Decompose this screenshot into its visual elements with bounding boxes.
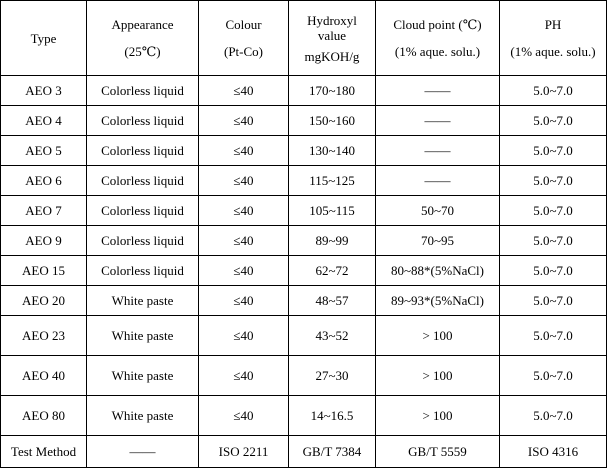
cell-type: AEO 23 — [1, 316, 87, 356]
header-ph — [500, 1, 607, 76]
cell-hydroxyl: 170~180 — [289, 76, 376, 106]
cell-cloud-point: —— — [376, 166, 500, 196]
header-type — [1, 1, 87, 76]
cell-hydroxyl: 115~125 — [289, 166, 376, 196]
cell-type: AEO 5 — [1, 136, 87, 166]
header-hydroxyl-line2: value — [317, 27, 347, 43]
cell-colour: ≤40 — [199, 226, 289, 256]
cell-hydroxyl: 27~30 — [289, 356, 376, 396]
cell-colour: ≤40 — [199, 166, 289, 196]
cell-appearance: White paste — [87, 286, 199, 316]
cell-appearance: Colorless liquid — [87, 166, 199, 196]
cell-type: AEO 4 — [1, 106, 87, 136]
cell-type: AEO 15 — [1, 256, 87, 286]
cell-cloud-point: > 100 — [376, 316, 500, 356]
cell-appearance: White paste — [87, 396, 199, 436]
cell-hydroxyl: 14~16.5 — [289, 396, 376, 436]
cell-colour: ≤40 — [199, 256, 289, 286]
table-row — [1, 106, 607, 136]
cell-appearance: Colorless liquid — [87, 106, 199, 136]
cell-cloud-point: > 100 — [376, 356, 500, 396]
cell-hydroxyl: 62~72 — [289, 256, 376, 286]
header-cloud-sub: (1% aque. solu.) — [394, 44, 481, 59]
cell-hydroxyl: 89~99 — [289, 226, 376, 256]
test-method-label: Test Method — [1, 436, 87, 468]
test-method-cloud-point: GB/T 5559 — [376, 436, 500, 468]
test-method-hydroxyl: GB/T 7384 — [289, 436, 376, 468]
header-colour — [199, 1, 289, 76]
header-colour-sub: (Pt-Co) — [224, 44, 263, 59]
cell-cloud-point: 50~70 — [376, 196, 500, 226]
table-row — [1, 196, 607, 226]
cell-appearance: Colorless liquid — [87, 226, 199, 256]
header-hydroxyl-sub: mgKOH/g — [304, 48, 360, 64]
cell-appearance: White paste — [87, 356, 199, 396]
test-method-colour: ISO 2211 — [199, 436, 289, 468]
cell-cloud-point: 80~88*(5%NaCl) — [376, 256, 500, 286]
cell-colour: ≤40 — [199, 286, 289, 316]
cell-ph: 5.0~7.0 — [500, 226, 607, 256]
header-colour-label: Colour — [225, 17, 262, 32]
cell-hydroxyl: 48~57 — [289, 286, 376, 316]
table-row — [1, 256, 607, 286]
header-type-label: Type — [30, 30, 57, 46]
cell-hydroxyl: 43~52 — [289, 316, 376, 356]
table-row — [1, 356, 607, 396]
cell-appearance: Colorless liquid — [87, 136, 199, 166]
header-appearance — [87, 1, 199, 76]
cell-colour: ≤40 — [199, 396, 289, 436]
cell-cloud-point: 89~93*(5%NaCl) — [376, 286, 500, 316]
cell-type: AEO 9 — [1, 226, 87, 256]
cell-ph: 5.0~7.0 — [500, 316, 607, 356]
cell-hydroxyl: 130~140 — [289, 136, 376, 166]
cell-appearance: Colorless liquid — [87, 196, 199, 226]
table-row — [1, 136, 607, 166]
table-row — [1, 166, 607, 196]
test-method-row — [1, 436, 607, 468]
table-row — [1, 76, 607, 106]
cell-hydroxyl: 105~115 — [289, 196, 376, 226]
test-method-ph: ISO 4316 — [500, 436, 607, 468]
cell-ph: 5.0~7.0 — [500, 286, 607, 316]
header-appearance-sub: (25℃) — [124, 44, 161, 59]
cell-cloud-point: —— — [376, 76, 500, 106]
cell-cloud-point: 70~95 — [376, 226, 500, 256]
cell-appearance: White paste — [87, 316, 199, 356]
cell-colour: ≤40 — [199, 356, 289, 396]
cell-ph: 5.0~7.0 — [500, 396, 607, 436]
table-row — [1, 396, 607, 436]
cell-colour: ≤40 — [199, 106, 289, 136]
cell-type: AEO 7 — [1, 196, 87, 226]
cell-colour: ≤40 — [199, 136, 289, 166]
cell-ph: 5.0~7.0 — [500, 76, 607, 106]
header-row — [1, 1, 607, 76]
table-row — [1, 226, 607, 256]
cell-ph: 5.0~7.0 — [500, 166, 607, 196]
cell-cloud-point: —— — [376, 106, 500, 136]
header-hydroxyl — [289, 1, 376, 76]
cell-ph: 5.0~7.0 — [500, 256, 607, 286]
cell-colour: ≤40 — [199, 196, 289, 226]
cell-colour: ≤40 — [199, 316, 289, 356]
header-appearance-label: Appearance — [111, 17, 174, 32]
header-ph-sub: (1% aque. solu.) — [510, 44, 596, 59]
cell-ph: 5.0~7.0 — [500, 196, 607, 226]
cell-type: AEO 3 — [1, 76, 87, 106]
table-row — [1, 286, 607, 316]
header-cloud-point — [376, 1, 500, 76]
cell-type: AEO 20 — [1, 286, 87, 316]
cell-cloud-point: —— — [376, 136, 500, 166]
cell-type: AEO 6 — [1, 166, 87, 196]
cell-colour: ≤40 — [199, 76, 289, 106]
cell-ph: 5.0~7.0 — [500, 106, 607, 136]
cell-appearance: Colorless liquid — [87, 76, 199, 106]
header-ph-label: PH — [544, 17, 562, 32]
header-hydroxyl-line1: Hydroxyl — [307, 12, 357, 28]
cell-ph: 5.0~7.0 — [500, 356, 607, 396]
cell-type: AEO 40 — [1, 356, 87, 396]
cell-ph: 5.0~7.0 — [500, 136, 607, 166]
header-cloud-label: Cloud point (℃) — [393, 17, 482, 32]
table-row — [1, 316, 607, 356]
test-method-appearance: —— — [87, 436, 199, 468]
cell-appearance: Colorless liquid — [87, 256, 199, 286]
cell-type: AEO 80 — [1, 396, 87, 436]
cell-hydroxyl: 150~160 — [289, 106, 376, 136]
cell-cloud-point: > 100 — [376, 396, 500, 436]
